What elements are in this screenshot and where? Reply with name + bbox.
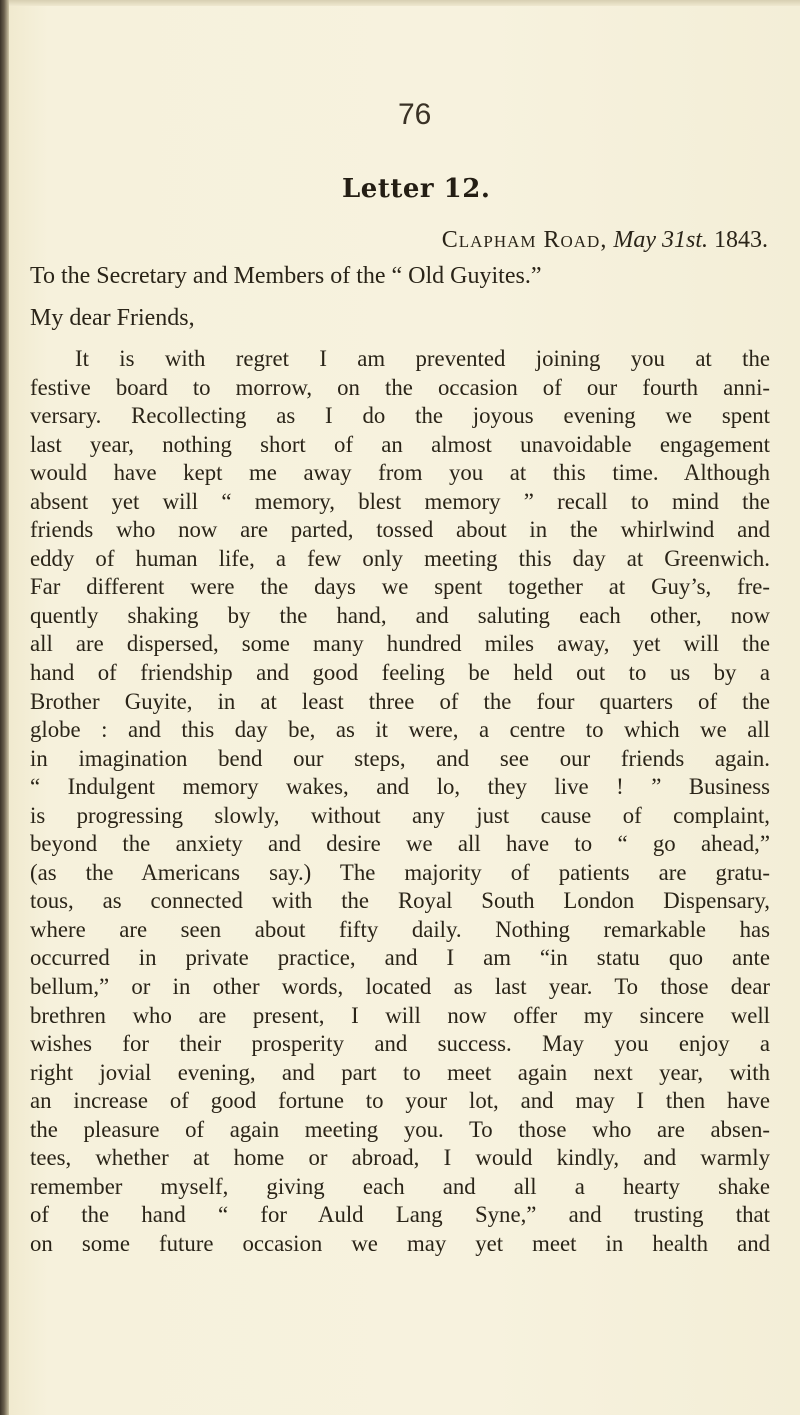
- body-line: of the hand “ for Auld Lang Syne,” and trusting that: [30, 1202, 770, 1228]
- address-place: Clapham Road,: [441, 227, 608, 253]
- page-top-edge: [0, 0, 800, 6]
- body-line: (as the Americans say.) The majority of patients are gratu-: [30, 859, 770, 885]
- body-line: absent yet will “ memory, blest memory ” recall to mind the: [30, 488, 770, 514]
- body-line: would have kept me away from you at this time. Although: [30, 460, 770, 486]
- body-line: an increase of good fortune to your lot, and may I then have: [30, 1088, 770, 1114]
- body-line: tees, whether at home or abroad, I would kindly, and warmly: [30, 1145, 770, 1171]
- body-line: It is with regret I am prevented joining you at the: [75, 346, 770, 371]
- body-line: on some future occasion we may yet meet in health and: [30, 1230, 770, 1256]
- address-date-line: [0, 227, 768, 254]
- body-line: hand of friendship and good feeling be held out to us by a: [30, 660, 770, 686]
- body-line: quently shaking by the hand, and saluting each other, now: [30, 602, 770, 628]
- body-line: in imagination bend our steps, and see our friends again.: [30, 745, 770, 771]
- body-line: where are seen about fifty daily. Nothing remarkable has: [30, 916, 770, 942]
- body-line: Far different were the days we spent together at Guy’s, fre-: [30, 574, 770, 600]
- body-line: “ Indulgent memory wakes, and lo, they live ! ” Business: [30, 774, 770, 800]
- address-date: May 31st.: [613, 227, 708, 253]
- letter-body: [30, 345, 770, 1259]
- addressee-line: To the Secretary and Members of the “ Old Guyites.”: [30, 263, 542, 289]
- body-line: right jovial evening, and part to meet again next year, with: [30, 1059, 770, 1085]
- body-line: bellum,” or in other words, located as last year. To those dear: [30, 974, 770, 1000]
- page-number: 76: [398, 98, 432, 131]
- body-line: versary. Recollecting as I do the joyous evening we spent: [30, 403, 770, 429]
- body-line: wishes for their prosperity and success. May you enjoy a: [30, 1031, 770, 1057]
- body-line: eddy of human life, a few only meeting this day at Greenwich.: [30, 545, 770, 571]
- body-line: friends who now are parted, tossed about in the whirlwind and: [30, 517, 770, 543]
- body-line: festive board to morrow, on the occasion of our fourth anni-: [30, 374, 770, 400]
- body-line: the pleasure of again meeting you. To those who are absen-: [30, 1116, 770, 1142]
- body-line: remember myself, giving each and all a hearty shake: [30, 1173, 770, 1199]
- body-line: occurred in private practice, and I am “in statu quo ante: [30, 945, 770, 971]
- body-line: is progressing slowly, without any just cause of complaint,: [30, 802, 770, 828]
- greeting: My dear Friends,: [30, 305, 195, 331]
- book-spine-shadow: [0, 0, 9, 1415]
- body-line: all are dispersed, some many hundred miles away, yet will the: [30, 631, 770, 657]
- body-line: globe : and this day be, as it were, a centre to which we all: [30, 717, 770, 743]
- body-line: Brother Guyite, in at least three of the four quarters of the: [30, 688, 770, 714]
- body-line: brethren who are present, I will now offer my sincere well: [30, 1002, 770, 1028]
- body-line: last year, nothing short of an almost unavoidable engagement: [30, 431, 770, 457]
- address-year: 1843.: [714, 227, 768, 253]
- body-line: tous, as connected with the Royal South London Dispensary,: [30, 888, 770, 914]
- body-line: beyond the anxiety and desire we all have to “ go ahead,”: [30, 831, 770, 857]
- letter-heading: Letter 12.: [342, 174, 491, 204]
